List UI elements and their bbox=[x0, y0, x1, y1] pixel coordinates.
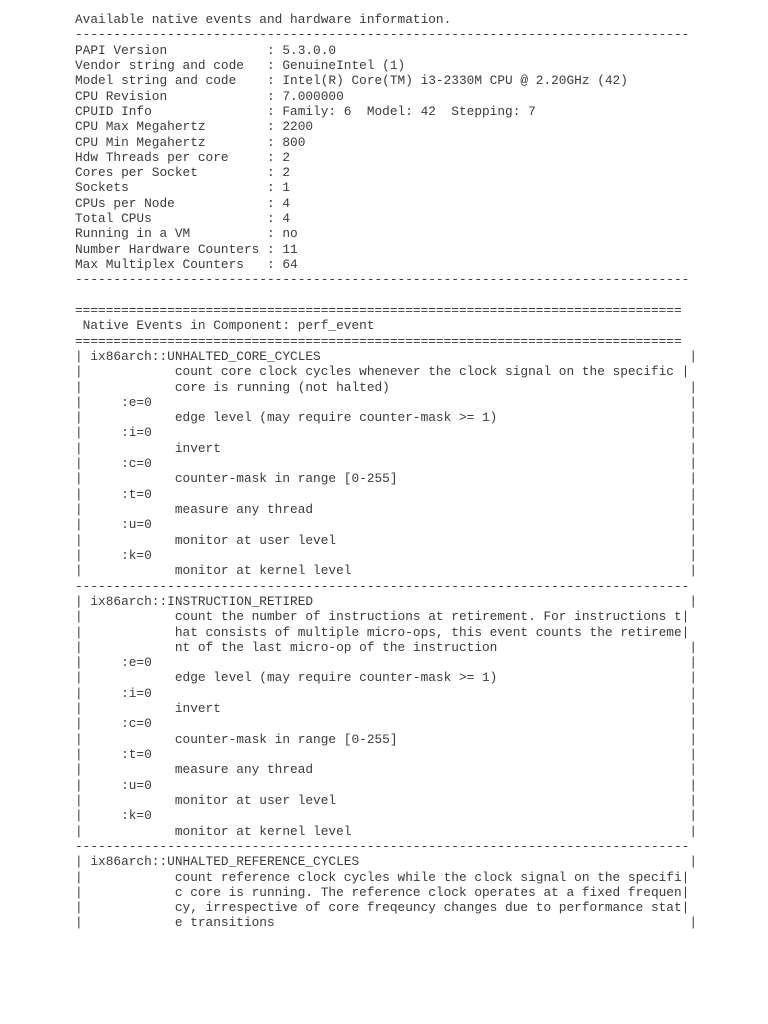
output-line: | ix86arch::INSTRUCTION_RETIRED | bbox=[75, 593, 698, 609]
output-line: CPU Max Megahertz : 2200 bbox=[75, 119, 314, 135]
output-line: | ix86arch::UNHALTED_REFERENCE_CYCLES | bbox=[75, 854, 698, 870]
output-line: | cy, irrespective of core freqeuncy changes due to performance stat| bbox=[75, 900, 690, 916]
output-line: | measure any thread | bbox=[75, 502, 698, 517]
output-line: Hdw Threads per core : 2 bbox=[75, 149, 291, 165]
output-line: =============================================================================== bbox=[75, 302, 682, 318]
output-line: | edge level (may require counter-mask >= 1) | bbox=[75, 670, 698, 686]
output-line: | edge level (may require counter-mask >= 1) | bbox=[75, 410, 698, 426]
output-line: | core is running (not halted) | bbox=[75, 379, 698, 395]
output-line: =============================================================================== bbox=[75, 333, 682, 349]
output-line: -------------------------------------------------------------------------------- bbox=[75, 838, 690, 854]
output-line: | count the number of instructions at retirement. For instructions t| bbox=[75, 609, 690, 625]
output-line: | monitor at user level | bbox=[75, 532, 698, 548]
output-line: | invert | bbox=[75, 440, 698, 456]
output-line: | :c=0 | bbox=[75, 716, 698, 732]
output-line: | monitor at user level | bbox=[75, 792, 698, 808]
output-line: | :k=0 | bbox=[75, 547, 698, 563]
output-line: Vendor string and code : GenuineIntel (1) bbox=[75, 57, 406, 73]
output-line: | nt of the last micro-op of the instruction | bbox=[75, 639, 698, 655]
output-line: | counter-mask in range [0-255] | bbox=[75, 731, 698, 747]
output-line: | invert | bbox=[75, 701, 698, 717]
output-line: | measure any thread | bbox=[75, 762, 698, 778]
output-line: | c core is running. The reference clock operates at a fixed frequen| bbox=[75, 884, 690, 900]
output-line: Sockets : 1 bbox=[75, 180, 291, 196]
output-line: PAPI Version : 5.3.0.0 bbox=[75, 42, 337, 58]
terminal-output bbox=[75, 12, 697, 931]
output-line: Total CPUs : 4 bbox=[75, 211, 291, 227]
output-line: CPUs per Node : 4 bbox=[75, 195, 291, 211]
output-line: Max Multiplex Counters : 64 bbox=[75, 257, 298, 272]
output-line: | :e=0 | bbox=[75, 394, 698, 410]
output-line: Available native events and hardware information. bbox=[75, 12, 452, 27]
output-line: | count core clock cycles whenever the clock signal on the specific | bbox=[75, 364, 690, 380]
output-line: Number Hardware Counters : 11 bbox=[75, 241, 298, 257]
output-line: | :u=0 | bbox=[75, 777, 698, 793]
output-line: | monitor at kernel level | bbox=[75, 563, 698, 579]
output-line: -------------------------------------------------------------------------------- bbox=[75, 578, 690, 594]
output-line: | counter-mask in range [0-255] | bbox=[75, 471, 698, 487]
output-line: -------------------------------------------------------------------------------- bbox=[75, 27, 690, 43]
output-line: | count reference clock cycles while the clock signal on the specifi| bbox=[75, 869, 690, 885]
output-line: -------------------------------------------------------------------------------- bbox=[75, 272, 690, 288]
output-line: | ix86arch::UNHALTED_CORE_CYCLES | bbox=[75, 348, 698, 364]
output-line: | :u=0 | bbox=[75, 517, 698, 533]
output-line: | e transitions | bbox=[75, 915, 698, 931]
output-line: CPU Min Megahertz : 800 bbox=[75, 134, 306, 150]
output-line: Native Events in Component: perf_event bbox=[75, 318, 375, 334]
output-line: | :e=0 | bbox=[75, 655, 698, 671]
output-line: Model string and code : Intel(R) Core(TM) i3-2330M CPU @ 2.20GHz (42) bbox=[75, 73, 628, 89]
output-line: | monitor at kernel level | bbox=[75, 823, 698, 839]
output-line: CPUID Info : Family: 6 Model: 42 Stepping: 7 bbox=[75, 103, 536, 119]
output-line: Running in a VM : no bbox=[75, 226, 298, 242]
output-line: | :c=0 | bbox=[75, 456, 698, 472]
output-line: | :k=0 | bbox=[75, 808, 698, 824]
output-line: | :i=0 | bbox=[75, 425, 698, 441]
output-line: Cores per Socket : 2 bbox=[75, 165, 291, 181]
output-line: CPU Revision : 7.000000 bbox=[75, 88, 344, 104]
output-line: | :t=0 | bbox=[75, 486, 698, 502]
output-line bbox=[75, 288, 697, 303]
output-line: | :t=0 | bbox=[75, 747, 698, 762]
output-line: | hat consists of multiple micro-ops, this event counts the retireme| bbox=[75, 624, 690, 640]
output-line: | :i=0 | bbox=[75, 685, 698, 701]
